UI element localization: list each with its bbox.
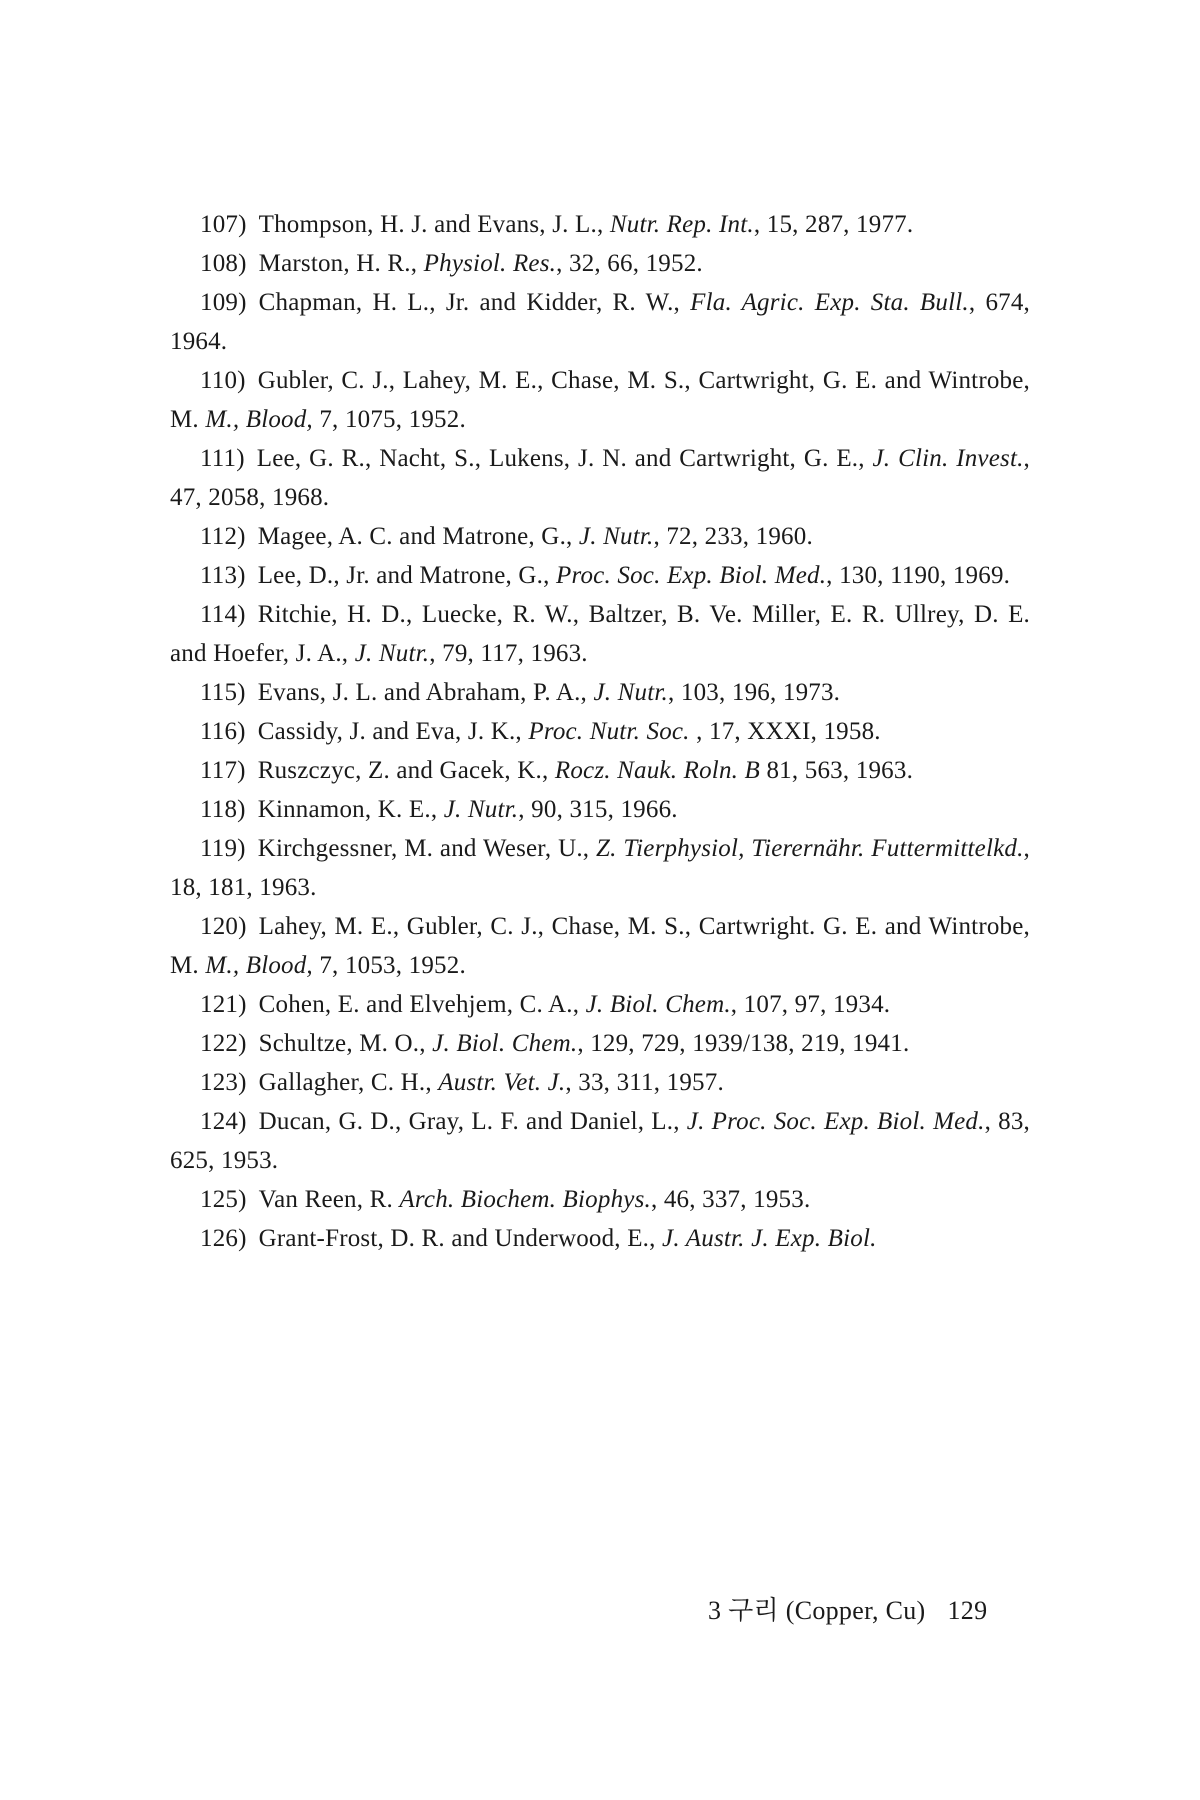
reference-item [170,829,1030,907]
reference-details: , 103, 196, 1973. [667,679,841,706]
reference-number: 108) [200,250,247,277]
reference-item [170,673,1030,712]
reference-details: 81, 563, 1963. [760,757,914,784]
reference-item [170,283,1030,361]
reference-authors: Gubler, C. J., Lahey, M. E., Chase, M. S., Cartwright, G. E. and Wintrobe, M. [170,367,1030,433]
reference-number: 111) [200,445,245,472]
reference-journal: J. Proc. Soc. Exp. Biol. Med. [686,1108,985,1135]
reference-details: , 17, XXXI, 1958. [689,718,881,745]
reference-details: , 46, 337, 1953. [650,1186,811,1213]
reference-item [170,517,1030,556]
reference-item [170,361,1030,439]
reference-number: 121) [200,991,247,1018]
reference-authors: Ritchie, H. D., Luecke, R. W., Baltzer, B. Ve. Miller, E. R. Ullrey, D. E. and Hoefer, J. A., [170,601,1030,667]
reference-item [170,1180,1030,1219]
reference-authors: Van Reen, R. [258,1186,400,1213]
reference-details: , 83, 625, 1953. [170,1108,1030,1174]
reference-number: 120) [200,913,247,940]
running-chapter-title: 3 구리 (Copper, Cu) [708,1596,926,1625]
reference-authors: Kirchgessner, M. and Weser, U., [257,835,597,862]
reference-authors: Grant-Frost, D. R. and Underwood, E., [258,1225,663,1252]
reference-item [170,205,1030,244]
reference-journal: Proc. Soc. Exp. Biol. Med. [556,562,827,589]
reference-item [170,1063,1030,1102]
reference-details: , 90, 315, 1966. [518,796,678,823]
reference-details: , 674, 1964. [170,289,1031,355]
reference-number: 113) [200,562,246,589]
reference-number: 112) [200,523,246,550]
page-number: 129 [947,1596,988,1625]
reference-details: , 32, 66, 1952. [556,250,703,277]
reference-journal: J. Nutr. [354,640,430,667]
reference-journal: Proc. Nutr. Soc. [528,718,690,745]
reference-details: , 18, 181, 1963. [170,835,1030,901]
reference-journal: Rocz. Nauk. Roln. B [554,757,761,784]
reference-journal: Austr. Vet. J. [438,1069,566,1096]
reference-authors: Thompson, H. J. and Evans, J. L., [258,211,610,238]
reference-journal: J. Nutr. [578,523,654,550]
page-footer [708,1590,987,1627]
reference-item [170,712,1030,751]
reference-number: 114) [200,601,246,628]
reference-journal: Arch. Biochem. Biophys. [399,1186,651,1213]
reference-number: 123) [200,1069,247,1096]
reference-details: , 15, 287, 1977. [753,211,914,238]
reference-journal: J. Nutr. [443,796,519,823]
reference-authors: Lee, G. R., Nacht, S., Lukens, J. N. and Cartwright, G. E., [256,445,873,472]
reference-details: , 130, 1190, 1969. [826,562,1011,589]
reference-number: 126) [200,1225,247,1252]
reference-number: 118) [200,796,246,823]
reference-journal: J. Biol. Chem. [585,991,731,1018]
reference-journal: M., Blood, [205,406,313,433]
reference-item [170,1219,1030,1258]
reference-journal: J. Nutr. [593,679,668,706]
reference-journal: J. Biol. Chem. [432,1030,578,1057]
reference-authors: Marston, H. R., [258,250,424,277]
reference-journal: Physiol. Res. [423,250,557,277]
reference-number: 116) [200,718,246,745]
reference-journal: J. Austr. J. Exp. Biol. [662,1225,877,1252]
reference-number: 119) [200,835,246,862]
reference-number: 107) [200,211,247,238]
reference-details: , 129, 729, 1939/138, 219, 1941. [577,1030,910,1057]
reference-item [170,751,1030,790]
reference-details: , 33, 311, 1957. [565,1069,724,1096]
reference-authors: Lee, D., Jr. and Matrone, G., [257,562,556,589]
reference-number: 109) [200,289,247,316]
reference-journal: M., Blood, [205,952,313,979]
reference-authors: Lahey, M. E., Gubler, C. J., Chase, M. S., Cartwright. G. E. and Wintrobe, M. [170,913,1030,979]
reference-authors: Magee, A. C. and Matrone, G., [257,523,579,550]
reference-authors: Evans, J. L. and Abraham, P. A., [257,679,594,706]
reference-item [170,790,1030,829]
reference-authors: Cassidy, J. and Eva, J. K., [257,718,529,745]
reference-item [170,1102,1030,1180]
reference-number: 124) [200,1108,247,1135]
reference-journal: Nutr. Rep. Int. [609,211,754,238]
reference-item [170,985,1030,1024]
reference-item [170,1024,1030,1063]
reference-details: , 72, 233, 1960. [653,523,813,550]
reference-authors: Kinnamon, K. E., [257,796,444,823]
reference-list [170,205,1030,1258]
reference-journal: J. Clin. Invest. [872,445,1024,472]
reference-authors: Gallagher, C. H., [258,1069,439,1096]
reference-details: , 79, 117, 1963. [429,640,588,667]
reference-authors: Ducan, G. D., Gray, L. F. and Daniel, L., [258,1108,687,1135]
reference-journal: Z. Tierphysiol, Tierernähr. Futtermittelkd. [596,835,1024,862]
reference-details: 7, 1053, 1952. [312,952,466,979]
reference-item [170,595,1030,673]
reference-number: 115) [200,679,246,706]
reference-item [170,439,1030,517]
reference-authors: Cohen, E. and Elvehjem, C. A., [258,991,586,1018]
reference-details: 7, 1075, 1952. [312,406,466,433]
reference-item [170,244,1030,283]
reference-details: , 47, 2058, 1968. [170,445,1030,511]
reference-number: 122) [200,1030,247,1057]
reference-number: 125) [200,1186,247,1213]
reference-number: 110) [200,367,246,394]
reference-authors: Ruszczyc, Z. and Gacek, K., [257,757,555,784]
reference-number: 117) [200,757,246,784]
reference-authors: Schultze, M. O., [258,1030,433,1057]
reference-journal: Fla. Agric. Exp. Sta. Bull. [690,289,969,316]
reference-item [170,556,1030,595]
reference-item [170,907,1030,985]
reference-authors: Chapman, H. L., Jr. and Kidder, R. W., [258,289,691,316]
reference-details: , 107, 97, 1934. [730,991,891,1018]
